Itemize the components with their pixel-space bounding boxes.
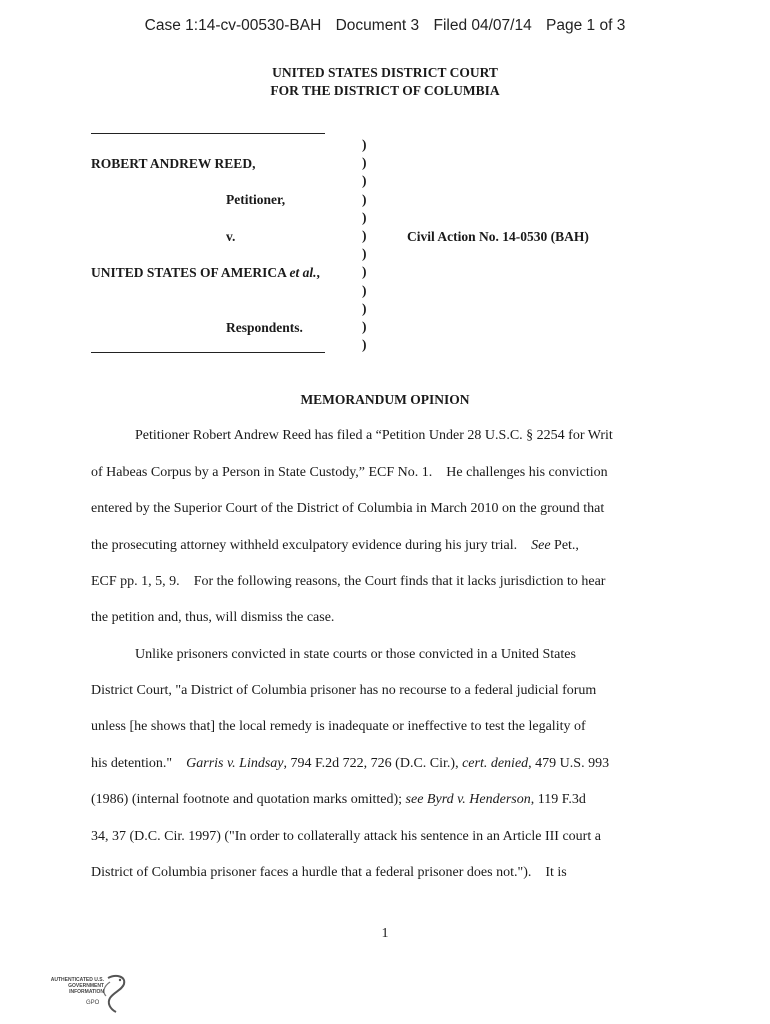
document-number: Document 3	[335, 17, 420, 34]
page-number: 1	[381, 926, 389, 941]
respondent-role: Respondents.	[226, 320, 303, 335]
versus: v.	[226, 229, 236, 244]
filed-date: Filed 04/07/14	[433, 17, 532, 34]
body-line: of Habeas Corpus by a Person in State Custody,” ECF No. 1. He challenges his conviction	[91, 465, 608, 480]
body-line: the prosecuting attorney withheld exculpatory evidence during his jury trial. See Pet.,	[91, 538, 579, 553]
body-line: ECF pp. 1, 5, 9. For the following reasons, the Court finds that it lacks jurisdiction to hear	[91, 574, 606, 589]
court-line-2: FOR THE DISTRICT OF COLUMBIA	[270, 83, 500, 98]
body-line: 34, 37 (D.C. Cir. 1997) ("In order to collaterally attack his sentence in an Article III court a	[91, 829, 601, 844]
body-line: Unlike prisoners convicted in state courts or those convicted in a United States	[135, 647, 576, 662]
petitioner-role: Petitioner,	[226, 192, 286, 207]
gpo-authentication-text: AUTHENTICATED U.S. GOVERNMENT INFORMATION	[50, 977, 104, 995]
caption-top-rule	[91, 133, 325, 134]
gpo-mark: GPO	[86, 1000, 100, 1006]
civil-action-number: Civil Action No. 14-0530 (BAH)	[407, 229, 589, 244]
case-header	[0, 17, 770, 35]
caption-bottom-rule	[91, 352, 325, 353]
caption-parentheses: ) ) ) ) ) ) ) ) ) ) ) )	[362, 137, 367, 353]
body-line: his detention." Garris v. Lindsay, 794 F.2d 722, 726 (D.C. Cir.), cert. denied, 479 U.S. 993	[91, 756, 610, 771]
respondent-name: UNITED STATES OF AMERICA et al.,	[91, 265, 320, 280]
case-number: Case 1:14-cv-00530-BAH	[144, 17, 322, 34]
body-line: the petition and, thus, will dismiss the case.	[91, 610, 335, 625]
body-line: Petitioner Robert Andrew Reed has filed a “Petition Under 28 U.S.C. § 2254 for Writ	[135, 428, 613, 443]
body-line: (1986) (internal footnote and quotation marks omitted); see Byrd v. Henderson, 119 F.3d	[91, 792, 586, 807]
petitioner-name: ROBERT ANDREW REED,	[91, 156, 256, 171]
body-line: District Court, "a District of Columbia prisoner has no recourse to a federal judicial forum	[91, 683, 597, 698]
body-line: District of Columbia prisoner faces a hurdle that a federal prisoner does not."). It is	[91, 865, 567, 880]
body-line: entered by the Superior Court of the District of Columbia in March 2010 on the ground that	[91, 501, 605, 516]
page-indicator: Page 1 of 3	[546, 17, 626, 34]
body-line: unless [he shows that] the local remedy is inadequate or ineffective to test the legality of	[91, 719, 586, 734]
memorandum-title: MEMORANDUM OPINION	[300, 392, 470, 407]
court-title	[0, 64, 770, 100]
court-line-1: UNITED STATES DISTRICT COURT	[272, 65, 498, 80]
